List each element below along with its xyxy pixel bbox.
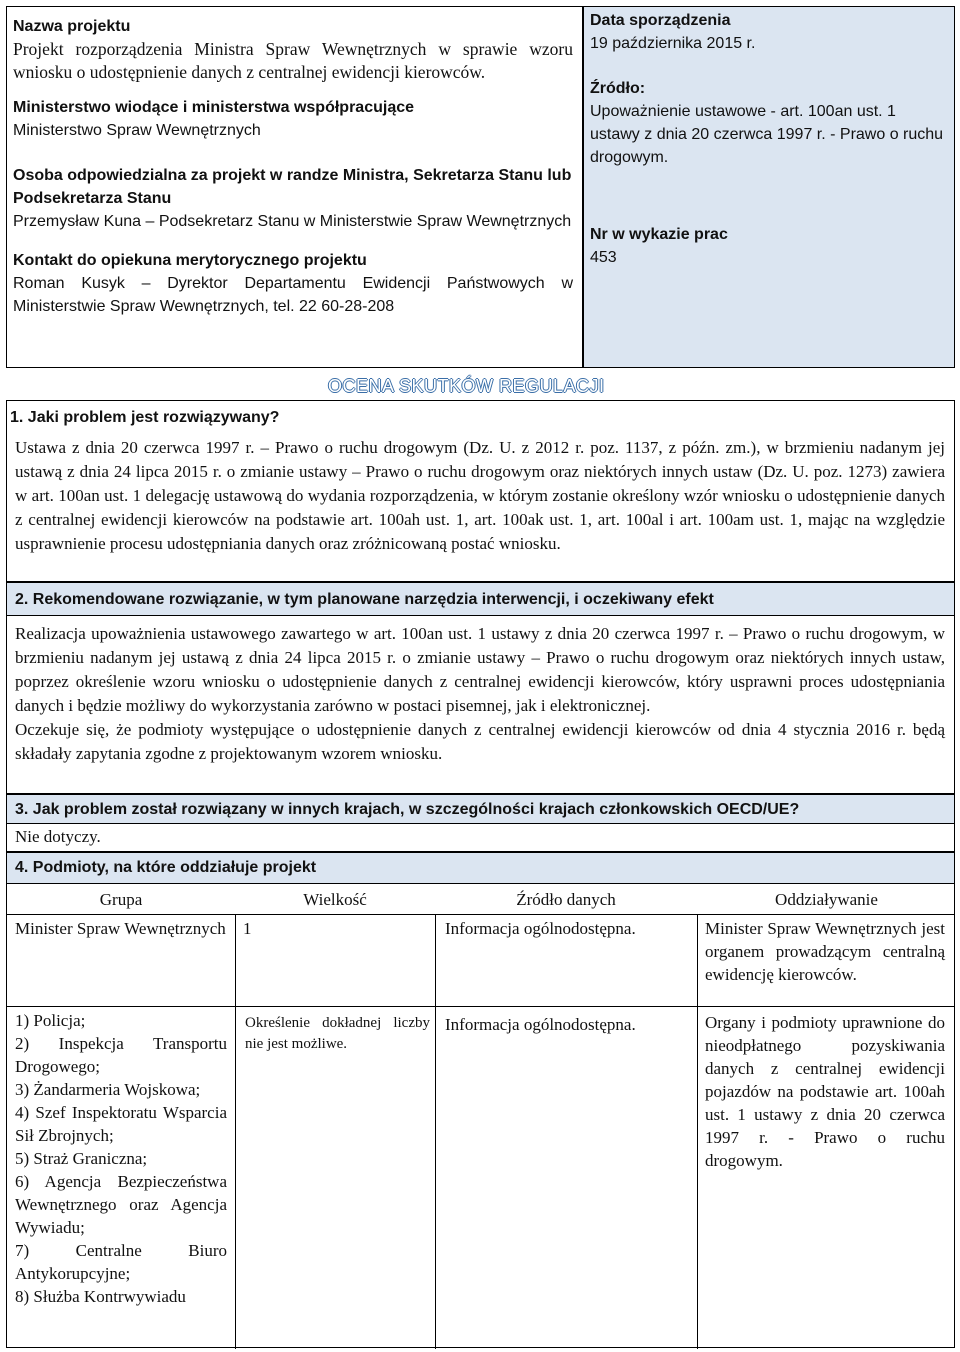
group-item: 1) Policja;	[15, 1011, 86, 1030]
row-1-group: Minister Spraw Wewnętrznych	[15, 919, 226, 938]
section-2-header	[6, 582, 955, 616]
row-2-group	[15, 1009, 227, 1308]
contact-value: Roman Kusyk – Dyrektor Departamentu Ewidencji Państwowych w Ministerstwie Spraw Wewnętrznych, tel. 22 60-28-208	[13, 275, 573, 315]
date-value: 19 października 2015 r.	[590, 35, 756, 52]
project-name-label: Nazwa projektu	[13, 18, 131, 35]
group-item: 4) Szef Inspektoratu Wsparcia Sił Zbrojnych;	[15, 1103, 227, 1145]
table-header-size: Wielkość	[303, 890, 367, 909]
col-divider	[697, 915, 698, 1007]
section-3-header	[6, 794, 955, 824]
table-header-impact: Oddziaływanie	[775, 890, 878, 909]
group-item: 3) Żandarmeria Wojskowa;	[15, 1080, 201, 1099]
row-2-source: Informacja ogólnodostępna.	[445, 1015, 636, 1034]
project-name-value: Projekt rozporządzenia Ministra Spraw Wewnętrznych w sprawie wzoru wniosku o udostępnienie danych z centralnej ewidencji kierowców.	[13, 39, 573, 82]
date-label: Data sporządzenia	[590, 12, 731, 29]
col-divider	[235, 915, 236, 1007]
section-3-text: Nie dotyczy.	[15, 827, 101, 846]
header-left-cell	[6, 6, 583, 368]
person-value: Przemysław Kuna – Podsekretarz Stanu w Ministerstwie Spraw Wewnętrznych	[13, 213, 572, 230]
col-divider	[435, 1007, 436, 1349]
row-2-impact: Organy i podmioty uprawnione do nieodpłatnego pozyskiwania danych z centralnej ewidencji pojazdów na podstawie art. 100ah ust. 1 ustawy z dnia 20 czerwca 1997 r. - Prawo o ruchu drogowym.	[705, 1013, 945, 1170]
section-4-header	[6, 852, 955, 884]
col-divider	[235, 1007, 236, 1349]
group-item: 5) Straż Graniczna;	[15, 1149, 148, 1168]
section-1-title: 1. Jaki problem jest rozwiązywany?	[10, 409, 280, 426]
table-header-row	[6, 884, 955, 914]
group-item: 8) Służba Kontrwywiadu	[15, 1287, 186, 1306]
header-right-cell	[583, 6, 955, 368]
section-1-text: Ustawa z dnia 20 czerwca 1997 r. – Prawo o ruchu drogowym (Dz. U. z 2012 r. poz. 1137, z późn. zm.), w brzmieniu nadanym jej ustawą z dnia 24 lipca 2015 r. o zmianie ustawy – Prawo o ruchu drogowym oraz niektórych innych ustaw (Dz. U. poz. 1273) zawiera w art. 100an ust. 1 delegację ustawową do wydania rozporządzenia, w którym zostanie określony wzór wniosku o udostępnienie danych z centralnej ewidencji kierowców na podstawie art. 100ah ust. 1, art. 100ak ust. 1, art. 100al i art. 100am ust. 1, mając na względzie usprawnienie procesu udostępniania danych oraz zróżnicowaną postać wniosku.	[15, 438, 945, 553]
section-4-title: 4. Podmioty, na które oddziałuje projekt	[15, 859, 317, 876]
group-item: 6) Agencja Bezpieczeństwa Wewnętrznego oraz Agencja Wywiadu;	[15, 1172, 227, 1237]
row-1-source: Informacja ogólnodostępna.	[445, 919, 636, 938]
person-label: Osoba odpowiedzialna za projekt w randze Ministra, Sekretarza Stanu lub Podsekretarza Stanu	[13, 167, 572, 207]
section-1-body	[6, 430, 955, 582]
section-2-text-2: Oczekuje się, że podmioty występujące o udostępnienie danych z centralnej ewidencji kierowców od dnia 4 stycznia 2016 r. będą składały zapytania zgodne z projektowanym wzorem wniosku.	[15, 720, 945, 763]
contact-label: Kontakt do opiekuna merytorycznego projektu	[13, 252, 367, 269]
section-3-title: 3. Jak problem został rozwiązany w innych krajach, w szczególności krajach członkowskich OECD/UE?	[15, 801, 800, 818]
col-divider	[435, 915, 436, 1007]
section-2-text-1: Realizacja upoważnienia ustawowego zawartego w art. 100an ust. 1 ustawy z dnia 20 czerwca 1997 r. – Prawo o ruchu drogowym, w brzmieniu nadanym jej ustawą z dnia 24 lipca 2015 r. o zmianie ustawy – Prawo o ruchu drogowym oraz niektórych innych ustaw, poprzez określenie wzoru wniosku o udostępnienie danych z centralnej ewidencji kierowców, który usprawni proces udostępniania danych i będzie możliwy do wykorzystania zarówno w postaci pisemnej, jak i elektronicznej.	[15, 624, 945, 715]
group-item: 7) Centralne Biuro Antykorupcyjne;	[15, 1241, 227, 1283]
work-no-label: Nr w wykazie prac	[590, 226, 728, 243]
table-header-source: Źródło danych	[516, 890, 616, 909]
section-2-title: 2. Rekomendowane rozwiązanie, w tym planowane narzędzia interwencji, i oczekiwany efekt	[15, 591, 714, 608]
ministry-value: Ministerstwo Spraw Wewnętrznych	[13, 122, 261, 139]
ocena-title: OCENA SKUTKÓW REGULACJI	[328, 376, 605, 396]
section-3-body	[6, 824, 955, 852]
source-value: Upoważnienie ustawowe - art. 100an ust. 1 ustawy z dnia 20 czerwca 1997 r. - Prawo o ruchu drogowym.	[590, 103, 944, 166]
table-row	[6, 914, 955, 1006]
section-2-body	[6, 616, 955, 794]
source-label: Źródło:	[590, 80, 646, 97]
document-page	[6, 6, 955, 1348]
work-no-value: 453	[590, 249, 617, 266]
row-1-size: 1	[243, 919, 252, 938]
table-header-group: Grupa	[99, 890, 143, 909]
ministry-label: Ministerstwo wiodące i ministerstwa współpracujące	[13, 99, 415, 116]
row-1-impact: Minister Spraw Wewnętrznych jest organem prowadzącym centralną ewidencję kierowców.	[705, 919, 945, 984]
col-divider	[697, 1007, 698, 1349]
row-2-size: Określenie dokładnej liczby nie jest możliwe.	[245, 1015, 430, 1052]
group-item: 2) Inspekcja Transportu Drogowego;	[15, 1034, 227, 1076]
section-1-header	[6, 400, 955, 430]
table-row	[6, 1006, 955, 1348]
